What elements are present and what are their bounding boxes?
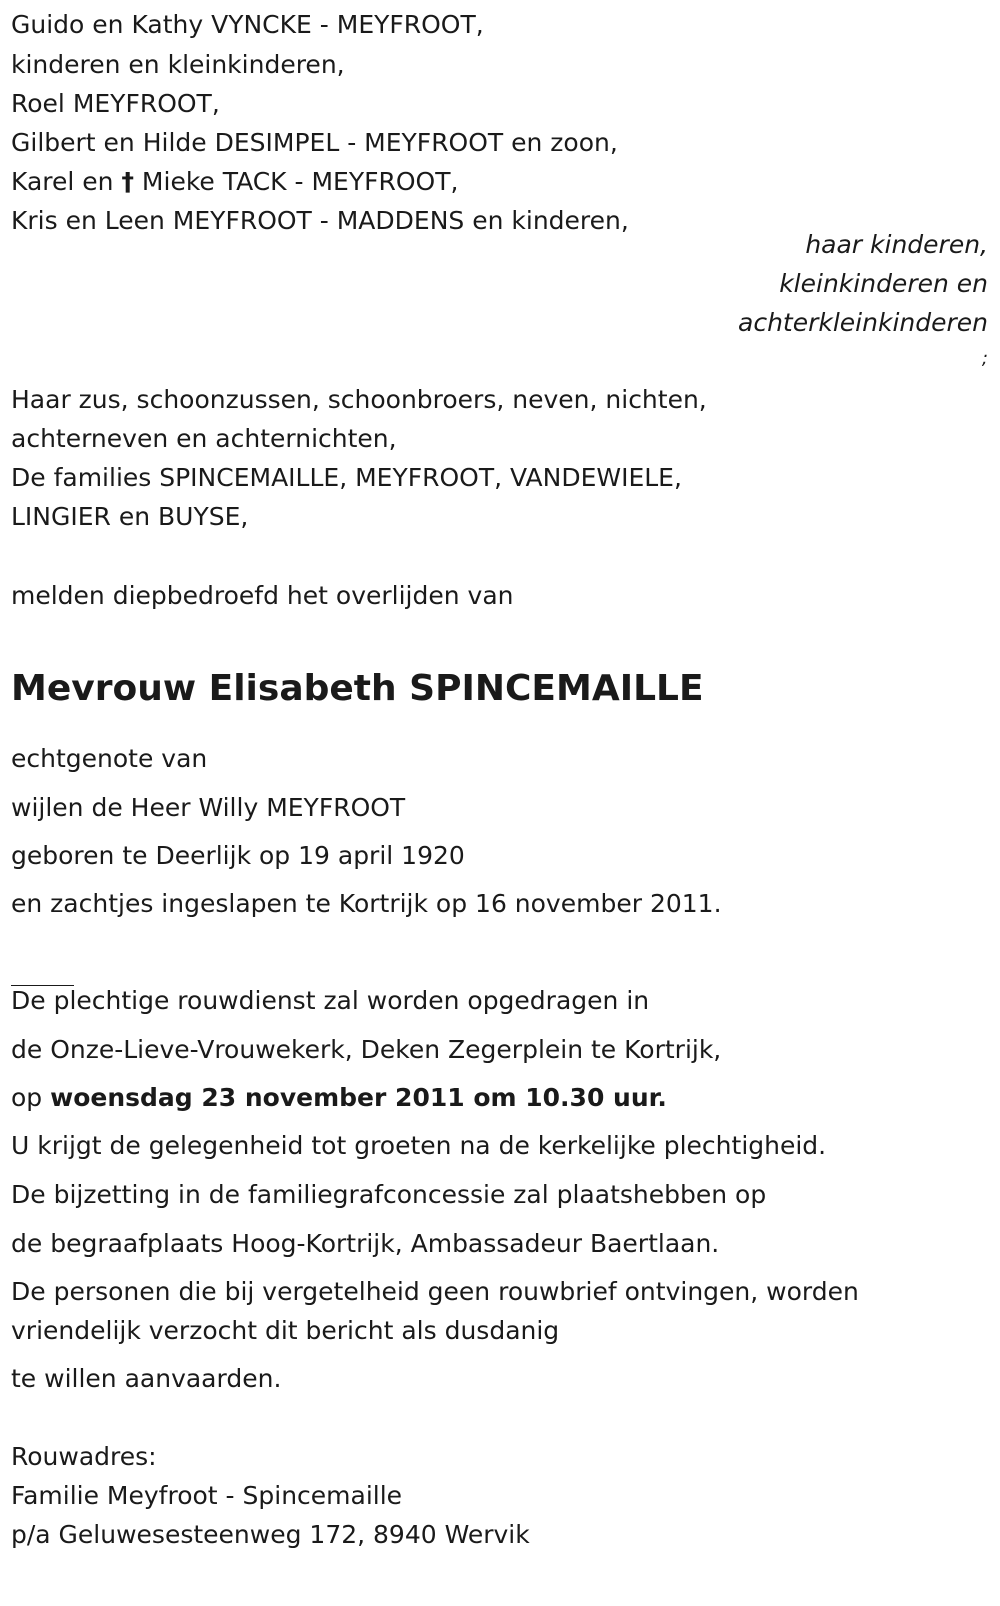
- service-date-time: woensdag 23 november 2011 om 10.30 uur.: [50, 1083, 667, 1112]
- address-line-2: p/a Geluwesesteenweg 172, 8940 Wervik: [11, 1520, 530, 1549]
- address-line-1: Familie Meyfroot - Spincemaille: [11, 1481, 403, 1510]
- service-line-5: De bijzetting in de familiegrafconcessie zal plaatshebben op: [11, 1180, 767, 1209]
- family-line-3: Roel MEYFROOT,: [11, 89, 220, 118]
- cross-icon: †: [121, 167, 134, 196]
- family-line-5-suffix: Mieke TACK - MEYFROOT,: [141, 167, 459, 196]
- service-line-7: De personen die bij vergetelheid geen rouwbrief ontvingen, worden: [11, 1277, 859, 1306]
- relatives-line-1: Haar zus, schoonzussen, schoonbroers, neven, nichten,: [11, 385, 707, 414]
- details-line-3: geboren te Deerlijk op 19 april 1920: [11, 841, 465, 870]
- service-line-1: De plechtige rouwdienst zal worden opgedragen in: [11, 986, 650, 1015]
- side-note-line-3: achterkleinkinderen: [738, 308, 988, 337]
- family-line-1: Guido en Kathy VYNCKE - MEYFROOT,: [11, 10, 484, 39]
- relatives-line-3: De families SPINCEMAILLE, MEYFROOT, VANDEWIELE,: [11, 463, 682, 492]
- details-line-2: wijlen de Heer Willy MEYFROOT: [11, 793, 406, 822]
- service-line-6: de begraafplaats Hoog-Kortrijk, Ambassadeur Baertlaan.: [11, 1229, 720, 1258]
- relatives-line-4: LINGIER en BUYSE,: [11, 502, 249, 531]
- family-line-6: Kris en Leen MEYFROOT - MADDENS en kinderen,: [11, 206, 629, 235]
- service-line-3: [11, 1085, 667, 1110]
- family-line-4: Gilbert en Hilde DESIMPEL - MEYFROOT en zoon,: [11, 128, 618, 157]
- side-note-line-1: haar kinderen,: [805, 230, 988, 259]
- service-line-8: vriendelijk verzocht dit bericht als dusdanig: [11, 1316, 560, 1345]
- family-line-2: kinderen en kleinkinderen,: [11, 50, 345, 79]
- service-line-3-prefix: op: [11, 1083, 43, 1112]
- deceased-name: Mevrouw Elisabeth SPINCEMAILLE: [11, 668, 704, 709]
- family-line-5: [11, 169, 458, 194]
- side-note-line-2: kleinkinderen en: [779, 269, 988, 298]
- service-line-2: de Onze-Lieve-Vrouwekerk, Deken Zegerplein te Kortrijk,: [11, 1035, 722, 1064]
- family-line-5-prefix: Karel en: [11, 167, 114, 196]
- address-label: Rouwadres:: [11, 1442, 157, 1471]
- announcement: melden diepbedroefd het overlijden van: [11, 581, 514, 610]
- side-note-line-4: ;: [981, 348, 988, 369]
- relatives-line-2: achterneven en achternichten,: [11, 424, 397, 453]
- details-line-1: echtgenote van: [11, 744, 208, 773]
- details-line-4: en zachtjes ingeslapen te Kortrijk op 16 november 2011.: [11, 889, 722, 918]
- service-line-4: U krijgt de gelegenheid tot groeten na de kerkelijke plechtigheid.: [11, 1131, 827, 1160]
- service-line-9: te willen aanvaarden.: [11, 1364, 282, 1393]
